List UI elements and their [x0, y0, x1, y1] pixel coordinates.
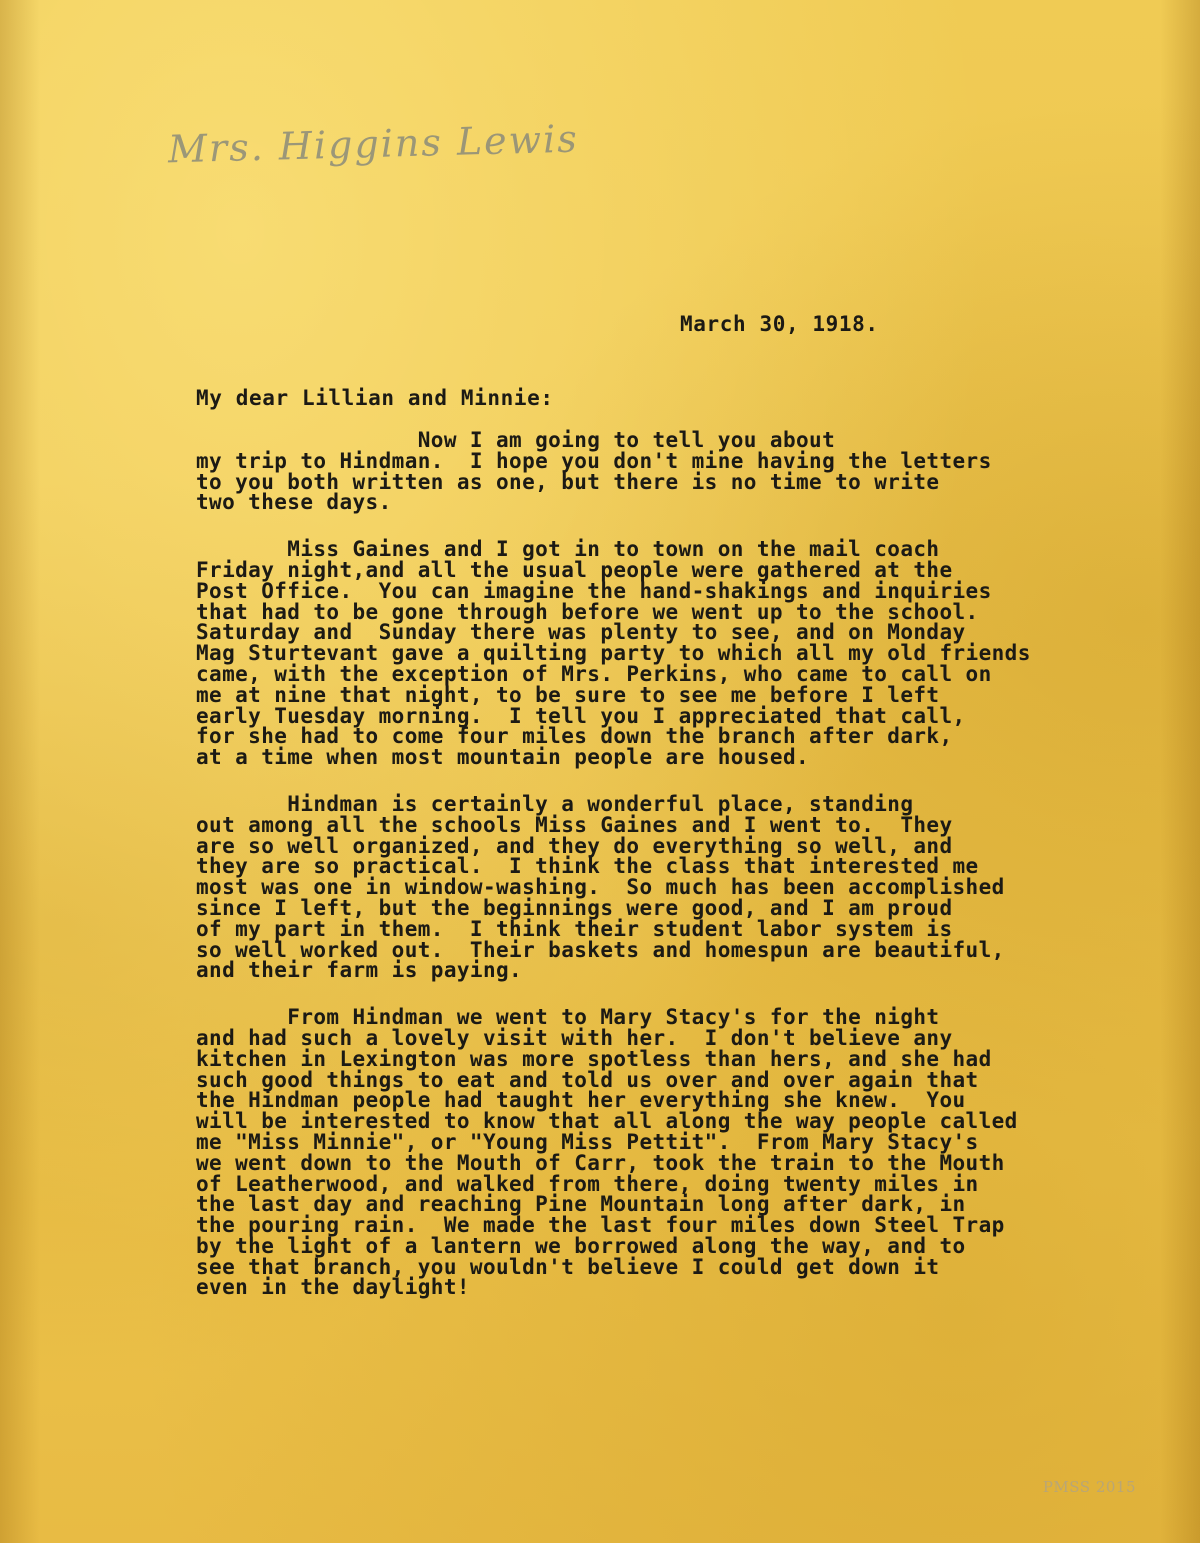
- text-line: most was one in window-washing. So much has been accomplished: [196, 875, 1005, 900]
- text-line: Post Office. You can imagine the hand-shakings and inquiries: [196, 578, 992, 603]
- text-line: Now I am going to tell you about: [196, 428, 836, 452]
- text-line: out among all the schools Miss Gaines and I went to. They: [196, 812, 953, 837]
- text-line: and their farm is paying.: [196, 958, 523, 983]
- text-line: of Leatherwood, and walked from there, doing twenty miles in: [196, 1171, 979, 1196]
- paragraph-4: [196, 1007, 1126, 1298]
- text-line: Saturday and Sunday there was plenty to see, and on Monday: [196, 620, 966, 645]
- text-line: of my part in them. I think their student labor system is: [196, 916, 953, 941]
- text-line: Friday night,and all the usual people were gathered at the: [196, 557, 953, 582]
- text-line: such good things to eat and told us over and over again that: [196, 1067, 979, 1092]
- text-line: my trip to Hindman. I hope you don't mine having the letters: [196, 448, 992, 473]
- text-line: they are so practical. I think the class that interested me: [196, 854, 979, 879]
- paper-edge-left: [0, 0, 40, 1543]
- text-line: that had to be gone through before we went up to the school.: [196, 599, 979, 624]
- text-line: by the light of a lantern we borrowed along the way, and to: [196, 1233, 966, 1258]
- text-line: the Hindman people had taught her everything she knew. You: [196, 1088, 966, 1113]
- text-line: Mag Sturtevant gave a quilting party to which all my old friends: [196, 641, 1031, 666]
- text-line: Hindman is certainly a wonderful place, standing: [196, 791, 914, 816]
- text-line: to you both written as one, but there is no time to write: [196, 469, 940, 494]
- text-line: will be interested to know that all along the way people called: [196, 1109, 1018, 1134]
- paragraph-2: [196, 539, 1126, 768]
- text-line: we went down to the Mouth of Carr, took the train to the Mouth: [196, 1150, 1005, 1175]
- text-line: came, with the exception of Mrs. Perkins, who came to call on: [196, 661, 992, 686]
- paragraph-1: [196, 430, 1126, 513]
- text-line: Miss Gaines and I got in to town on the mail coach: [196, 537, 940, 562]
- collection-watermark: PMSS 2015: [1042, 1478, 1136, 1496]
- paragraph-3: [196, 791, 1126, 983]
- text-line: me at nine that night, to be sure to see me before I left: [196, 682, 940, 707]
- text-line: and had such a lovely visit with her. I don't believe any: [196, 1025, 953, 1050]
- text-line: early Tuesday morning. I tell you I appreciated that call,: [196, 703, 966, 728]
- text-line: the pouring rain. We made the last four miles down Steel Trap: [196, 1213, 1005, 1238]
- letter-date: March 30, 1918.: [680, 312, 879, 336]
- text-line: since I left, but the beginnings were good, and I am proud: [196, 895, 953, 920]
- text-line: for she had to come four miles down the branch after dark,: [196, 724, 953, 749]
- text-line: even in the daylight!: [196, 1275, 470, 1300]
- text-line: me "Miss Minnie", or "Young Miss Pettit". From Mary Stacy's: [196, 1129, 979, 1154]
- letter-body: [196, 430, 1126, 1324]
- text-line: the last day and reaching Pine Mountain long after dark, in: [196, 1192, 966, 1217]
- text-line: two these days.: [196, 490, 392, 515]
- text-line: so well worked out. Their baskets and homespun are beautiful,: [196, 937, 1005, 962]
- paper-edge-right: [1160, 0, 1200, 1543]
- handwritten-annotation: Mrs. Higgins Lewis: [167, 116, 580, 172]
- text-line: at a time when most mountain people are housed.: [196, 745, 810, 770]
- text-line: see that branch, you wouldn't believe I could get down it: [196, 1254, 940, 1279]
- text-line: kitchen in Lexington was more spotless than hers, and she had: [196, 1046, 992, 1071]
- text-line: are so well organized, and they do everything so well, and: [196, 833, 953, 858]
- text-line: From Hindman we went to Mary Stacy's for the night: [196, 1005, 940, 1030]
- salutation: My dear Lillian and Minnie:: [196, 386, 554, 410]
